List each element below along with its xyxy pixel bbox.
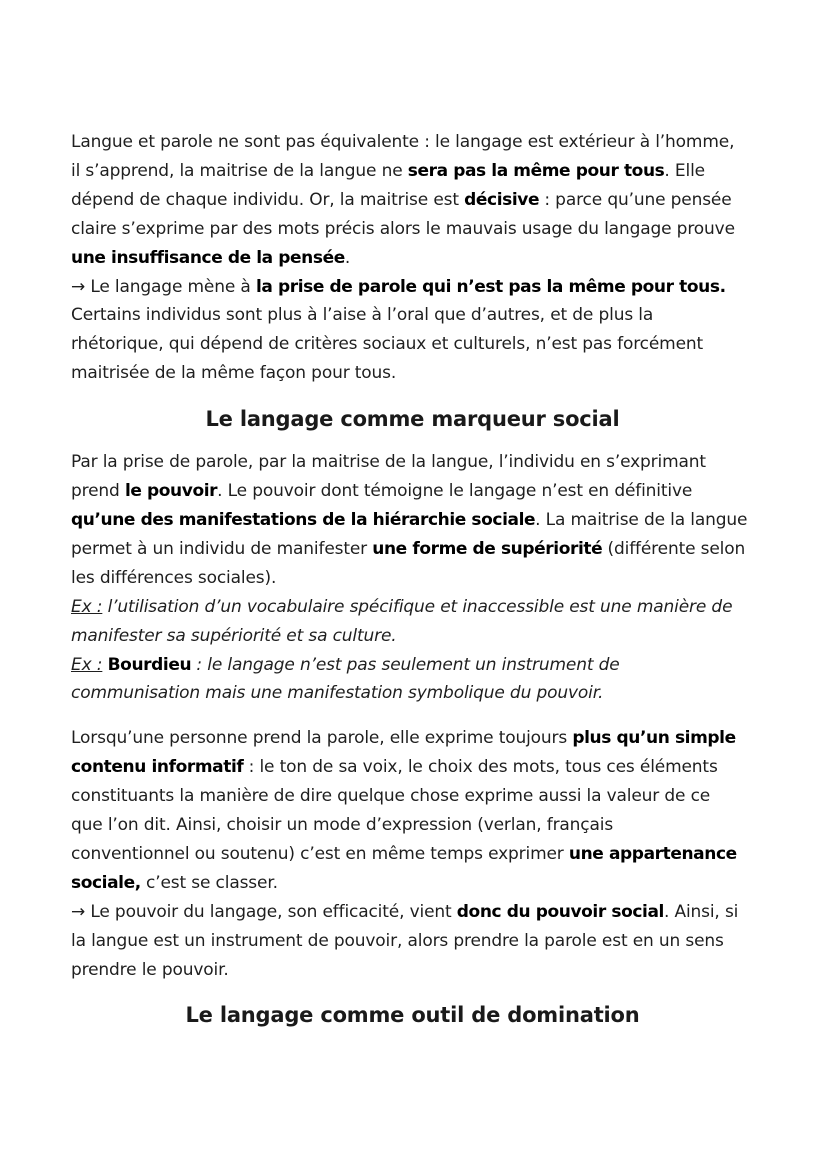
text-line: il s’apprend, la maitrise de la langue ne sera pas la même pour tous. Elle [71, 160, 705, 181]
example-line: Ex : Bourdieu : le langage n’est pas seulement un instrument de [71, 654, 620, 675]
example-line: Ex : l’utilisation d’un vocabulaire spécifique et inaccessible est une manière de [71, 596, 733, 617]
text-line: sociale, c’est se classer. [71, 872, 278, 893]
text-line: → Le pouvoir du langage, son efficacité, vient donc du pouvoir social. Ainsi, si [71, 901, 739, 922]
text-line [71, 273, 754, 302]
emphasis-text: une forme de supériorité [372, 538, 603, 559]
text-line: Certains individus sont plus à l’aise à l’oral que d’autres, et de plus la [71, 305, 654, 326]
emphasis-text: sera pas la même pour tous [407, 160, 665, 181]
section-heading-outil-domination: Le langage comme outil de domination [185, 1003, 640, 1028]
section-heading-marqueur-social: Le langage comme marqueur social [205, 407, 620, 432]
emphasis-text: qu’une des manifestations de la hiérarchie sociale [71, 509, 536, 530]
text-line: constituants la manière de dire quelque chose exprime aussi la valeur de ce [71, 786, 711, 807]
text-line: contenu informatif : le ton de sa voix, le choix des mots, tous ces éléments [71, 757, 718, 778]
emphasis-text: une appartenance [568, 843, 737, 864]
example-label: Ex : [71, 596, 103, 617]
arrow-icon-text: → Le pouvoir du langage, son efficacité, vient [71, 901, 457, 922]
paragraph-prise-de-parole [71, 448, 754, 708]
author-name: Bourdieu [107, 654, 192, 675]
paragraph-contenu-informatif [71, 724, 754, 984]
text-line: prend le pouvoir. Le pouvoir dont témoigne le langage n’est en définitive [71, 481, 693, 502]
emphasis-text: contenu informatif [71, 757, 244, 778]
emphasis-text: décisive [464, 189, 540, 210]
text-line: prendre le pouvoir. [71, 959, 229, 980]
text-line: rhétorique, qui dépend de critères sociaux et culturels, n’est pas forcément [71, 334, 704, 355]
text-line: la langue est un instrument de pouvoir, alors prendre la parole est en un sens [71, 930, 724, 951]
text-line: maitrisée de la même façon pour tous. [71, 363, 397, 384]
text-line: Langue et parole ne sont pas équivalente : le langage est extérieur à l’homme, [71, 132, 735, 152]
text-line: Par la prise de parole, par la maitrise de la langue, l’individu en s’exprimant [71, 452, 706, 473]
emphasis-text: le pouvoir [124, 481, 218, 502]
emphasis-text: une insuffisance de la pensée [71, 247, 345, 268]
text-line: Lorsqu’une personne prend la parole, elle exprime toujours plus qu’un simple [71, 728, 736, 749]
paragraph-langue-parole [71, 128, 754, 388]
emphasis-text: la prise de parole qui n’est pas la même pour tous. [255, 276, 726, 297]
example-line: manifester sa supériorité et sa culture. [71, 625, 397, 646]
arrow-icon-text: → Le langage mène à [71, 276, 256, 297]
text-line: que l’on dit. Ainsi, choisir un mode d’expression (verlan, français [71, 815, 614, 836]
emphasis-text: plus qu’un simple [572, 728, 736, 749]
text-line: permet à un individu de manifester une forme de supériorité (différente selon [71, 538, 746, 559]
text-line: qu’une des manifestations de la hiérarchie sociale. La maitrise de la langue [71, 509, 748, 530]
emphasis-text: donc du pouvoir social [456, 901, 664, 922]
example-label: Ex : [71, 654, 103, 675]
example-line: communisation mais une manifestation symbolique du pouvoir. [71, 683, 604, 704]
emphasis-text: sociale, [71, 872, 141, 893]
text-line: les différences sociales). [71, 567, 277, 588]
text-line: dépend de chaque individu. Or, la maitrise est décisive : parce qu’une pensée [71, 189, 732, 210]
text-line: une insuffisance de la pensée. [71, 247, 351, 268]
text-line: conventionnel ou soutenu) c’est en même temps exprimer une appartenance [71, 843, 737, 864]
text-line: claire s’exprime par des mots précis alors le mauvais usage du langage prouve [71, 218, 735, 239]
